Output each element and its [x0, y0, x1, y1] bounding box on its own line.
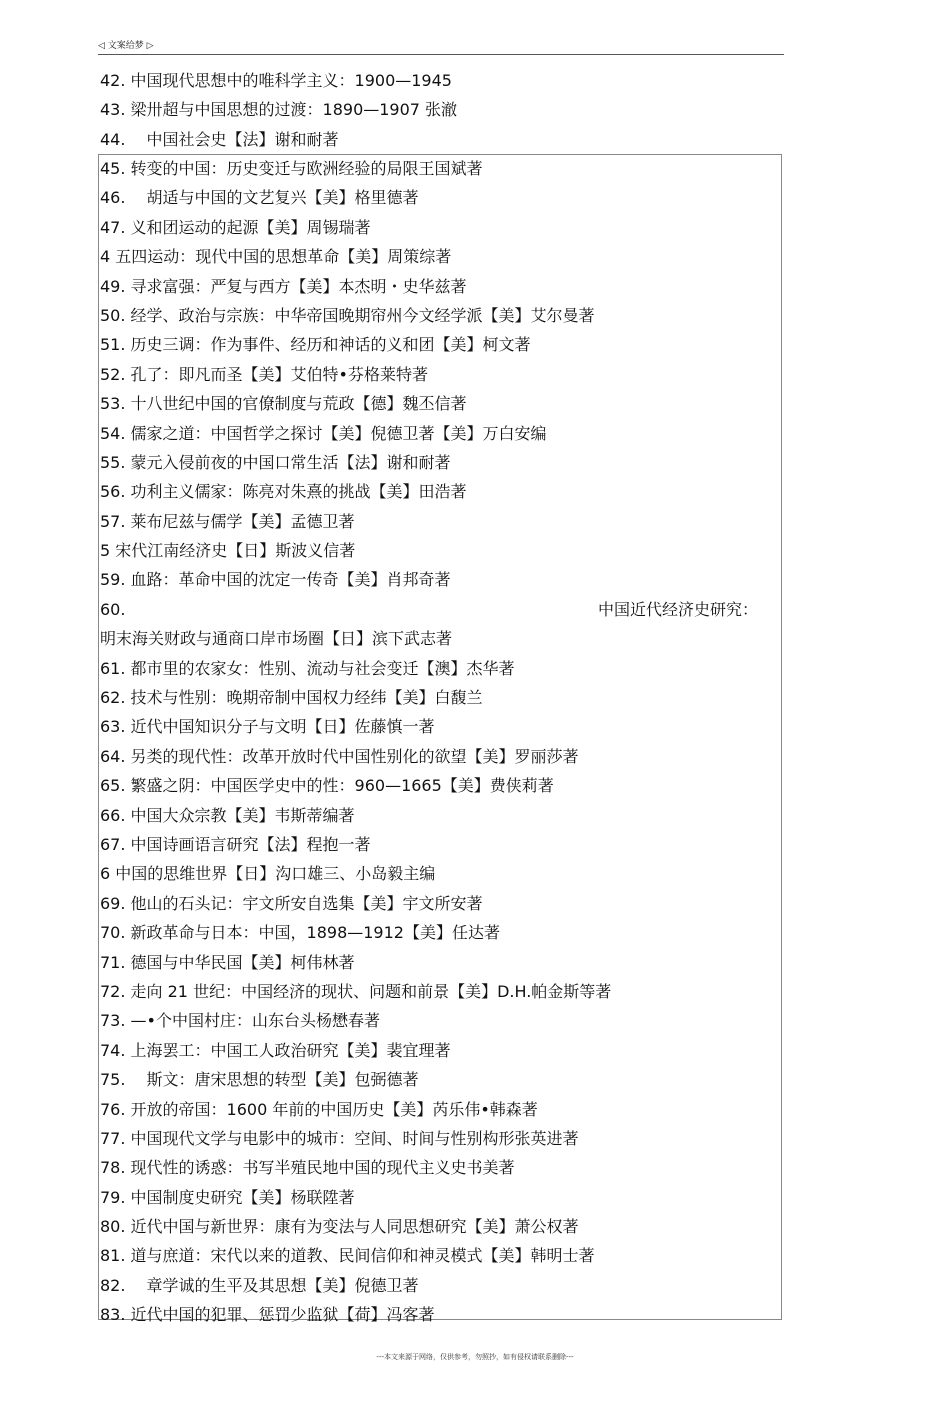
list-item: 62. 技术与性别：晚期帝制中国权力经纬【美】白馥兰 — [100, 688, 483, 708]
page-header — [98, 40, 784, 55]
list-item-wrapped — [100, 595, 780, 654]
list-item: 45. 转变的中国：历史变迁与欧洲经验的局限王国斌著 — [100, 159, 483, 178]
list-item: 44. 中国社会史【法】谢和耐著 — [100, 129, 339, 149]
list-item: 66. 中国大众宗教【美】韦斯蒂编著 — [100, 805, 355, 825]
list-item: 59. 血路：革命中国的沈定一传奇【美】肖邦奇著 — [100, 570, 451, 590]
list-item: 56. 功利主义儒家：陈亮对朱熹的挑战【美】田浩著 — [100, 482, 467, 502]
list-item: 64. 另类的现代性：改革开放时代中国性别化的欲望【美】罗丽莎著 — [100, 746, 579, 766]
list-item: 75. 斯文：唐宋思想的转型【美】包弼德著 — [100, 1070, 419, 1090]
list-item: 81. 道与庶道：宋代以来的道教、民间信仰和神灵模式【美】韩明士著 — [100, 1246, 595, 1266]
list-item: 80. 近代中国与新世界：康有为变法与人同思想研究【美】萧公权著 — [100, 1217, 579, 1237]
list-item: 67. 中国诗画语言研究【法】程抱一著 — [100, 835, 371, 854]
entry-title-rest: 明末海关财政与通商口岸市场圈【日】滨下武志著 — [100, 629, 453, 649]
list-item: 82. 章学诚的生平及其思想【美】倪德卫著 — [100, 1275, 419, 1295]
list-item: 65. 繁盛之阴：中国医学史中的性：960—1665【美】费侠莉著 — [100, 776, 554, 796]
list-item: 78. 现代性的诱惑：书写半殖民地中国的现代主义史书美著 — [100, 1158, 515, 1178]
list-item: 53. 十八世纪中国的官僚制度与荒政【德】魏丕信著 — [100, 394, 467, 414]
list-item: 52. 孔了：即凡而圣【美】艾伯特•芬格莱特著 — [100, 364, 428, 384]
list-item: 5 宋代江南经济史【日】斯波义信著 — [100, 541, 356, 561]
entry-number: 60. — [100, 599, 126, 619]
list-item: 70. 新政革命与日本：中国，1898—1912【美】任达著 — [100, 923, 500, 943]
list-item: 63. 近代中国知识分子与文明【日】佐藤慎一著 — [100, 717, 435, 737]
list-item: 4 五四运动：现代中国的思想革命【美】周策综著 — [100, 247, 452, 267]
list-item: 71. 德国与中华民国【美】柯伟林著 — [100, 952, 355, 972]
list-item: 42. 中国现代思想中的唯科学主义：1900—1945 — [100, 71, 452, 90]
list-item: 54. 儒家之道：中国哲学之探讨【美】倪德卫著【美】万白安编 — [100, 423, 547, 443]
list-item: 6 中国的思维世界【日】沟口雄三、小岛毅主编 — [100, 864, 436, 884]
list-item: 76. 开放的帝国：1600 年前的中国历史【美】芮乐伟•韩森著 — [100, 1099, 538, 1119]
list-item: 51. 历史三调：作为事件、经历和神话的义和团【美】柯文著 — [100, 335, 531, 355]
list-item: 47. 义和团运动的起源【美】周锡瑞著 — [100, 217, 371, 237]
page-footer: ---本文来源于网络，仅供参考，勿照抄，如有侵权请联系删除--- — [376, 1353, 574, 1361]
list-item: 61. 都市里的农家女：性别、流动与社会变迁【澳】杰华著 — [100, 658, 515, 678]
list-item: 46. 胡适与中国的文艺复兴【美】格里德著 — [100, 188, 419, 208]
list-item: 79. 中国制度史研究【美】杨联陞著 — [100, 1187, 355, 1207]
list-item: 72. 走向 21 世纪：中国经济的现状、问题和前景【美】D.H.帕金斯等著 — [100, 981, 612, 1001]
list-item: 74. 上海罢工：中国工人政治研究【美】裴宜理著 — [100, 1040, 451, 1060]
list-item: 43. 梁卅超与中国思想的过渡：1890—1907 张澈 — [100, 100, 458, 120]
list-item: 57. 莱布尼兹与儒学【美】孟德卫著 — [100, 511, 355, 531]
list-item: 77. 中国现代文学与电影中的城市：空间、时间与性别构形张英进著 — [100, 1128, 579, 1148]
entry-list-top — [100, 66, 780, 154]
entry-title-start: 中国近代经济史研究： — [598, 599, 759, 619]
list-item: 49. 寻求富强：严复与西方【美】本杰明・史华兹著 — [100, 276, 467, 296]
header-title: ◁ 文案给梦 ▷ — [98, 41, 154, 51]
list-item: 73. —•个中国村庄：山东台头杨懋春著 — [100, 1011, 380, 1031]
list-item: 69. 他山的石头记：宇文所安自选集【美】宇文所安著 — [100, 893, 483, 913]
list-item: 50. 经学、政治与宗族：中华帝国晚期帘州今文经学派【美】艾尔曼著 — [100, 305, 595, 325]
list-item: 83. 近代中国的犯罪、惩罚少监狱【荷】冯客著 — [100, 1305, 435, 1325]
list-item: 55. 蒙元入侵前夜的中国口常生活【法】谢和耐著 — [100, 452, 451, 472]
entry-list-boxed — [100, 154, 780, 1330]
